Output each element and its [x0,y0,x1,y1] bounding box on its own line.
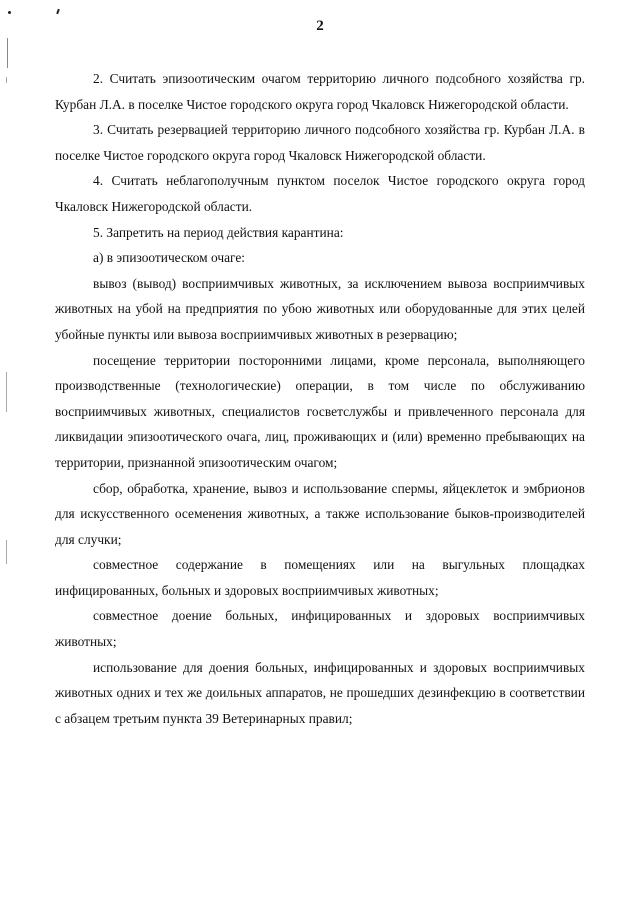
scan-artifact [6,372,7,412]
paragraph-prohibition-milking: совместное доение больных, инфицированных и здоровых восприимчивых животных; [55,608,585,650]
paragraph-item-5: 5. Запретить на период действия карантина: [93,224,344,240]
scan-artifact [8,11,11,14]
scan-artifact [6,77,7,83]
scan-artifact [6,540,7,564]
paragraph-prohibition-semen: сбор, обработка, хранение, вывоз и использование спермы, яйцеклеток и эмбрионов для искусственного осеменения животных, а также использование быков-производителей для случки; [55,480,585,547]
paragraph-prohibition-keeping: совместное содержание в помещениях или на выгульных площадках инфицированных, больных и здоровых восприимчивых животных; [55,557,585,598]
page-number: 2 [316,18,324,34]
paragraph-prohibition-visiting: посещение территории посторонними лицами, кроме персонала, выполняющего производственные (технологические) операции, в том числе по обслуживанию восприимчивых животных, специалистов госветслужбы и привлеченного персонала для ликвидации эпизоотического очага, лиц, проживающих и (или) временно пребывающих на территории, признанной эпизоотическим очагом; [55,352,585,470]
paragraph-subitem-a: а) в эпизоотическом очаге: [93,250,245,266]
paragraph-item-3: 3. Считать резервацией территорию личного подсобного хозяйства гр. Курбан Л.А. в поселке Чистое городского округа город Чкаловск Нижегородской области. [55,122,585,163]
scan-artifact [7,38,8,68]
document-body [55,66,585,731]
paragraph-item-4: 4. Считать неблагополучным пунктом поселок Чистое городского округа город Чкаловск Нижегородской области. [55,173,585,214]
paragraph-prohibition-export: вывоз (вывод) восприимчивых животных, за исключением вывоза восприимчивых животных на убой на предприятия по убою животных или оборудованные для этих целей убойные пункты или вывоза восприимчивых животных в резервацию; [55,275,585,342]
paragraph-prohibition-equipment: использование для доения больных, инфицированных и здоровых восприимчивых животных одних и тех же доильных аппаратов, не прошедших дезинфекцию в соответствии с абзацем третьим пункта 39 Ветеринарных правил; [55,659,585,726]
paragraph-item-2: 2. Считать эпизоотическим очагом территорию личного подсобного хозяйства гр. Курбан Л.А. в поселке Чистое городского округа город Чкаловск Нижегородской области. [55,71,585,112]
scan-artifact [56,9,60,14]
